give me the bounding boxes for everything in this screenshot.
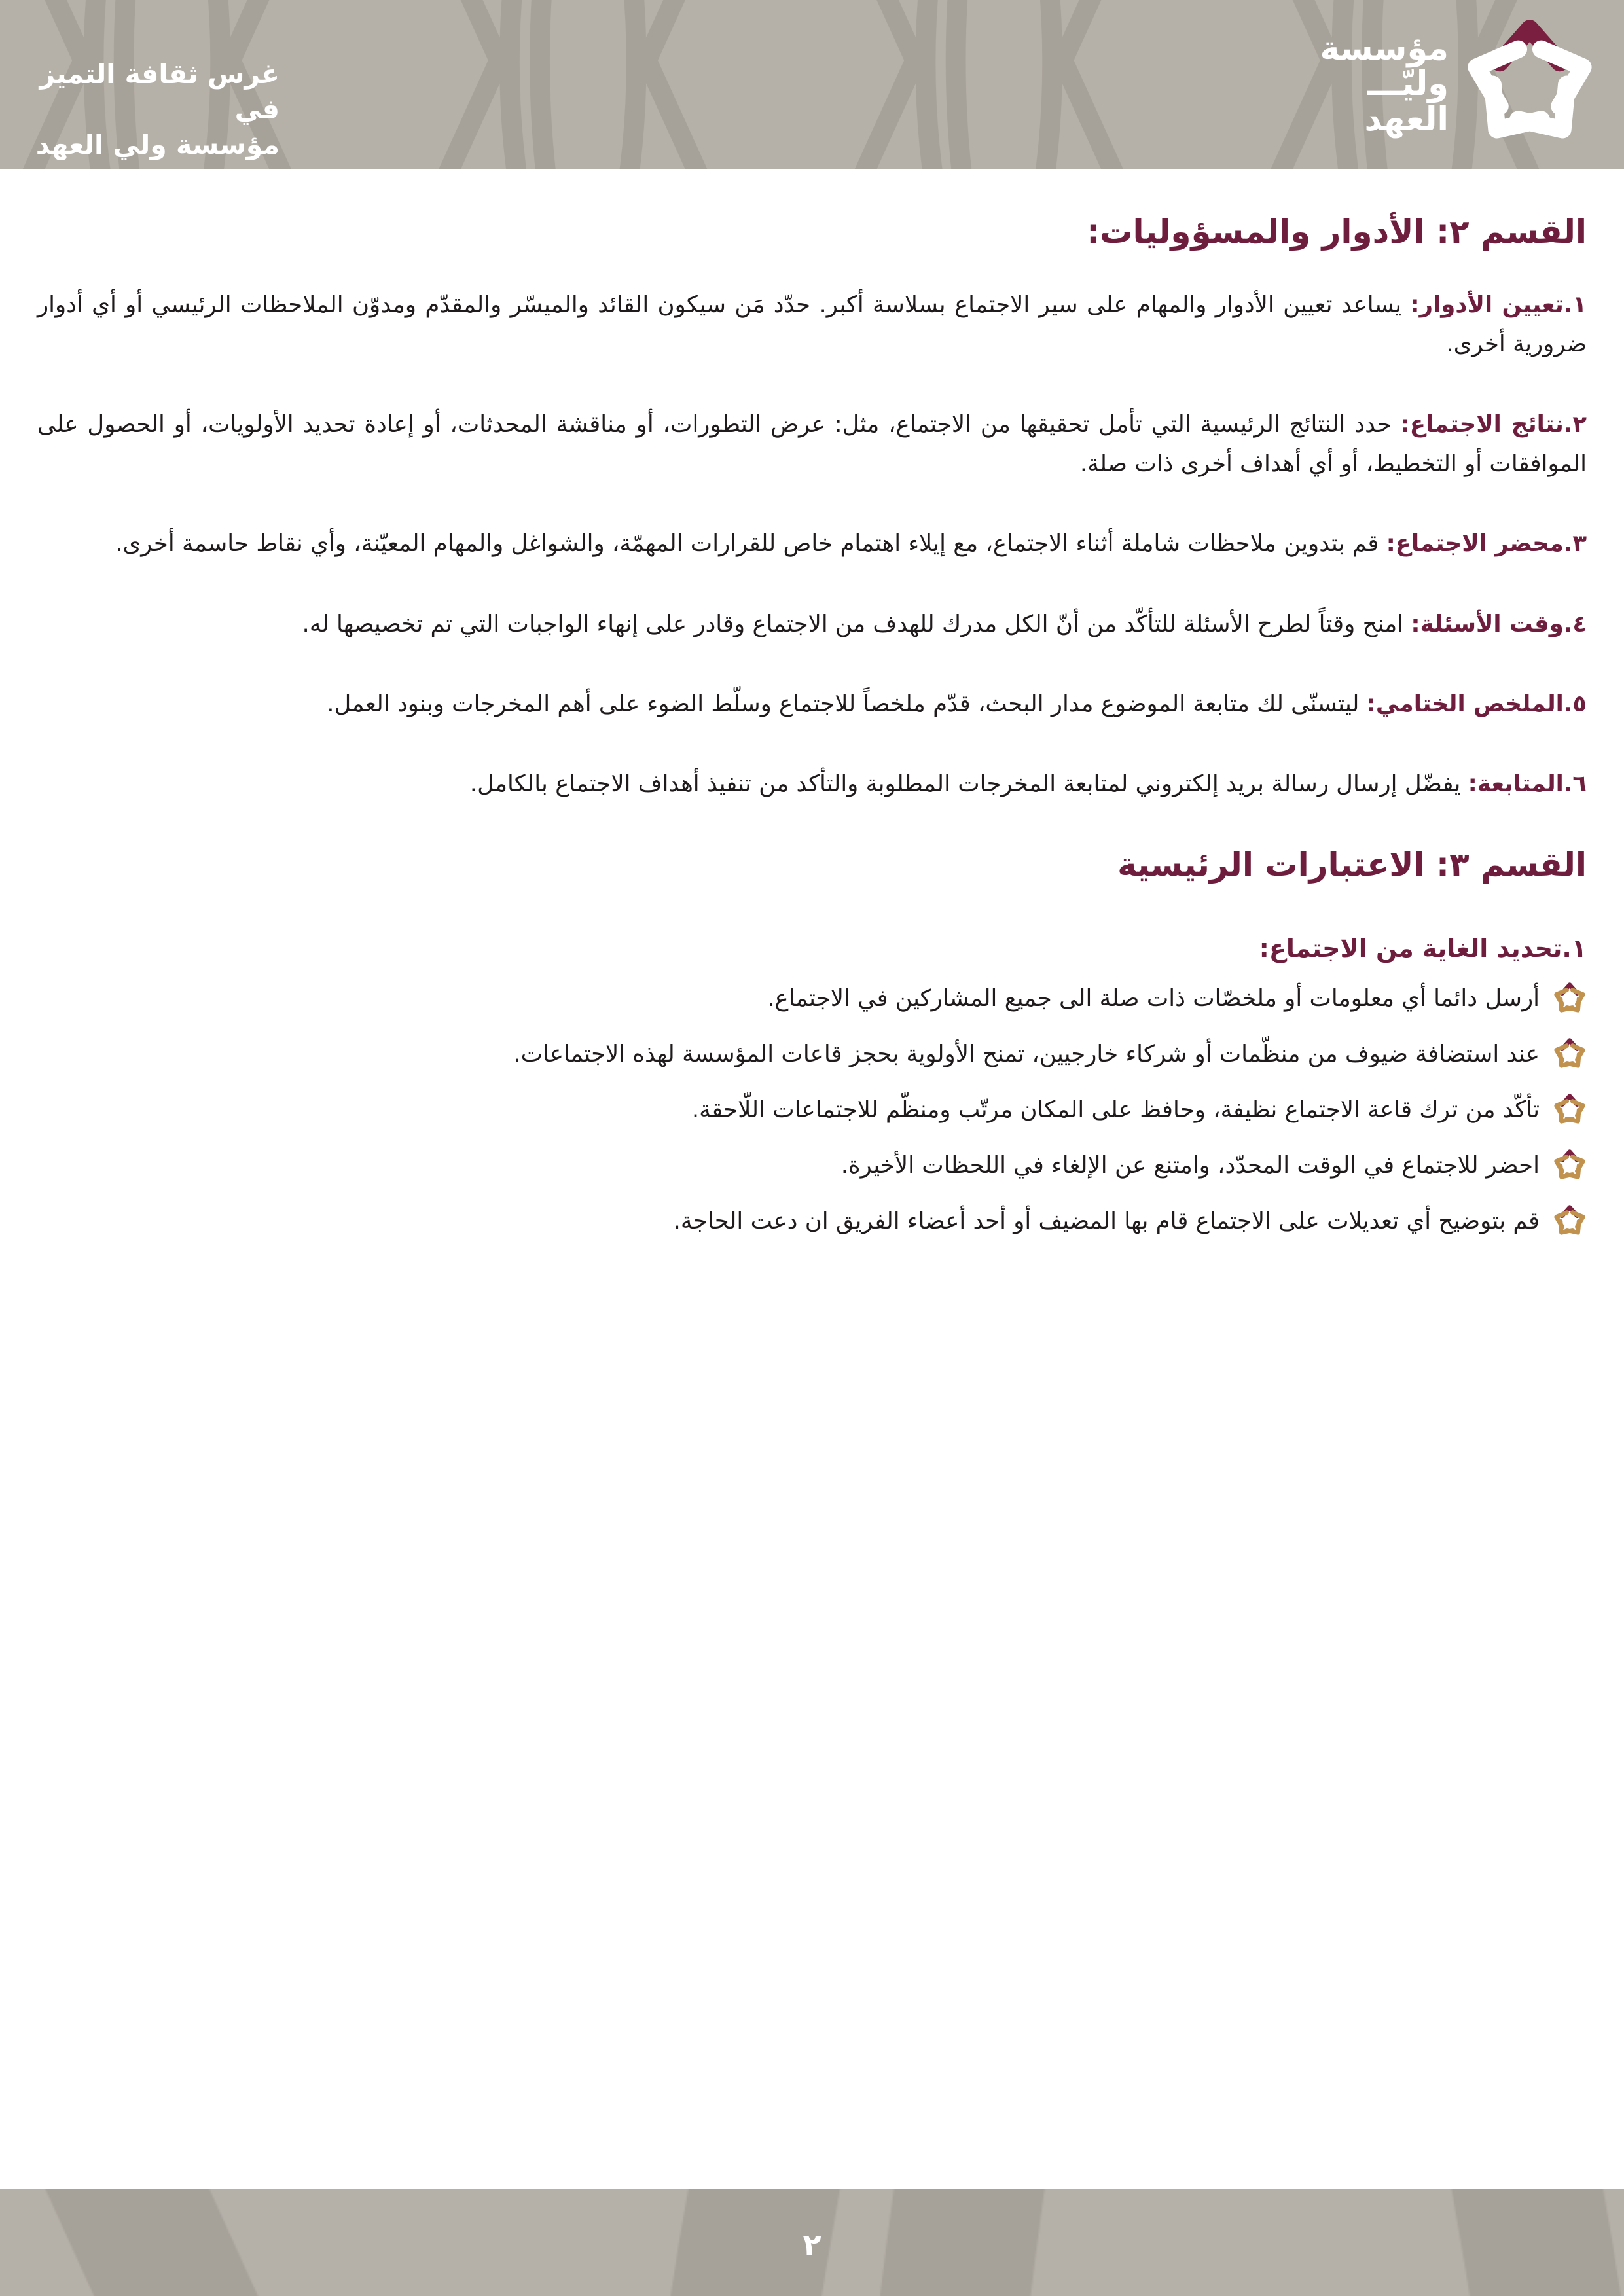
logo-wordmark <box>1320 31 1449 137</box>
list-item <box>37 980 1587 1016</box>
item-4-label: ٤.وقت الأسئلة: <box>1411 610 1587 637</box>
logo-wordmark-line2: وليّـــ <box>1367 64 1449 103</box>
item-2-label: ٢.نتائج الاجتماع: <box>1400 410 1587 438</box>
list-item <box>37 1147 1587 1183</box>
chevron-star-bullet-icon <box>1553 1093 1587 1127</box>
item-6-label: ٦.المتابعة: <box>1468 770 1587 798</box>
chevron-star-bullet-icon <box>1553 1037 1587 1071</box>
list-item-text: قم بتوضيح أي تعديلات على الاجتماع قام بها المضيف أو أحد أعضاء الفريق ان دعت الحاجة. <box>673 1208 1540 1235</box>
item-3-text: قم بتدوين ملاحظات شاملة أثناء الاجتماع، مع إيلاء اهتمام خاص للقرارات المهمّة، والشواغل والمهام المعيّنة، وأي نقاط حاسمة أخرى. <box>115 530 1386 558</box>
section-3-subtitle: ١.تحديد الغاية من الاجتماع: <box>1259 933 1587 963</box>
page-footer <box>0 2189 1624 2296</box>
item-1-label: ١.تعيين الأدوار: <box>1410 291 1587 318</box>
document-body <box>0 169 1624 1259</box>
list-item-text: تأكّد من ترك قاعة الاجتماع نظيفة، وحافظ على المكان مرتّب ومنظّم للاجتماعات اللّاحقة. <box>691 1096 1540 1124</box>
list-item <box>37 1203 1587 1239</box>
numbered-item-6 <box>37 764 1587 804</box>
logo-wordmark-line3: العهد <box>1364 100 1449 139</box>
section-3-title: القسم ٣: الاعتبارات الرئيسية <box>1117 845 1587 884</box>
logo-wordmark-line1: مؤسسة <box>1320 29 1449 68</box>
chevron-star-bullet-icon <box>1553 1204 1587 1238</box>
page-number: ٢ <box>803 2227 821 2263</box>
header-tagline-line1: غرس ثقافة التميز في <box>39 58 280 126</box>
list-item <box>37 1092 1587 1128</box>
section-2-title: القسم ٢: الأدوار والمسؤوليات: <box>1087 213 1587 251</box>
chevron-star-icon <box>1462 16 1598 152</box>
numbered-item-3 <box>37 524 1587 564</box>
item-2-text: حدد النتائج الرئيسية التي تأمل تحقيقها من الاجتماع، مثل: عرض التطورات، أو مناقشة المحدثات، أو إعادة تحديد الأولويات، أو الحصول على الموافقات أو التخطيط، أو أي أهداف أخرى ذات صلة. <box>37 410 1587 478</box>
header-tagline-line2: مؤسسة ولي العهد <box>35 129 280 161</box>
list-item-text: عند استضافة ضيوف من منظّمات أو شركاء خارجيين، تمنح الأولوية بحجز قاعات المؤسسة لهذه الاجتماعات. <box>513 1041 1540 1068</box>
numbered-item-1 <box>37 285 1587 365</box>
chevron-star-bullet-icon <box>1553 1149 1587 1183</box>
list-item-text: أرسل دائما أي معلومات أو ملخصّات ذات صلة الى جميع المشاركين في الاجتماع. <box>767 985 1540 1013</box>
page-header <box>0 0 1624 169</box>
item-3-label: ٣.محضر الاجتماع: <box>1386 530 1587 558</box>
item-5-text: ليتسنّى لك متابعة الموضوع مدار البحث، قدّم ملخصاً للاجتماع وسلّط الضوء على أهم المخرجات وبنود العمل. <box>327 691 1367 718</box>
item-1-text: يساعد تعيين الأدوار والمهام على سير الاجتماع بسلاسة أكبر. حدّد مَن سيكون القائد والميسّر والمقدّم ومدوّن الملاحظات الرئيسي أو أي أدوار ضرورية أخرى. <box>37 291 1587 358</box>
numbered-item-5 <box>37 685 1587 724</box>
list-item-text: احضر للاجتماع في الوقت المحدّد، وامتنع عن الإلغاء في اللحظات الأخيرة. <box>840 1152 1540 1179</box>
chevron-star-bullet-icon <box>1553 982 1587 1016</box>
foundation-logo <box>1320 0 1598 169</box>
item-5-label: ٥.الملخص الختامي: <box>1366 691 1587 718</box>
numbered-item-4 <box>37 605 1587 644</box>
item-4-text: امنح وقتاً لطرح الأسئلة للتأكّد من أنّ الكل مدرك للهدف من الاجتماع وقادر على إنهاء الواجبات التي تم تخصيصها له. <box>302 610 1411 637</box>
item-6-text: يفضّل إرسال رسالة بريد إلكتروني لمتابعة المخرجات المطلوبة والتأكد من تنفيذ أهداف الاجتماع بالكامل. <box>469 770 1468 798</box>
header-tagline <box>29 56 280 162</box>
list-item <box>37 1036 1587 1072</box>
numbered-item-2 <box>37 405 1587 484</box>
key-considerations-list <box>37 980 1587 1239</box>
